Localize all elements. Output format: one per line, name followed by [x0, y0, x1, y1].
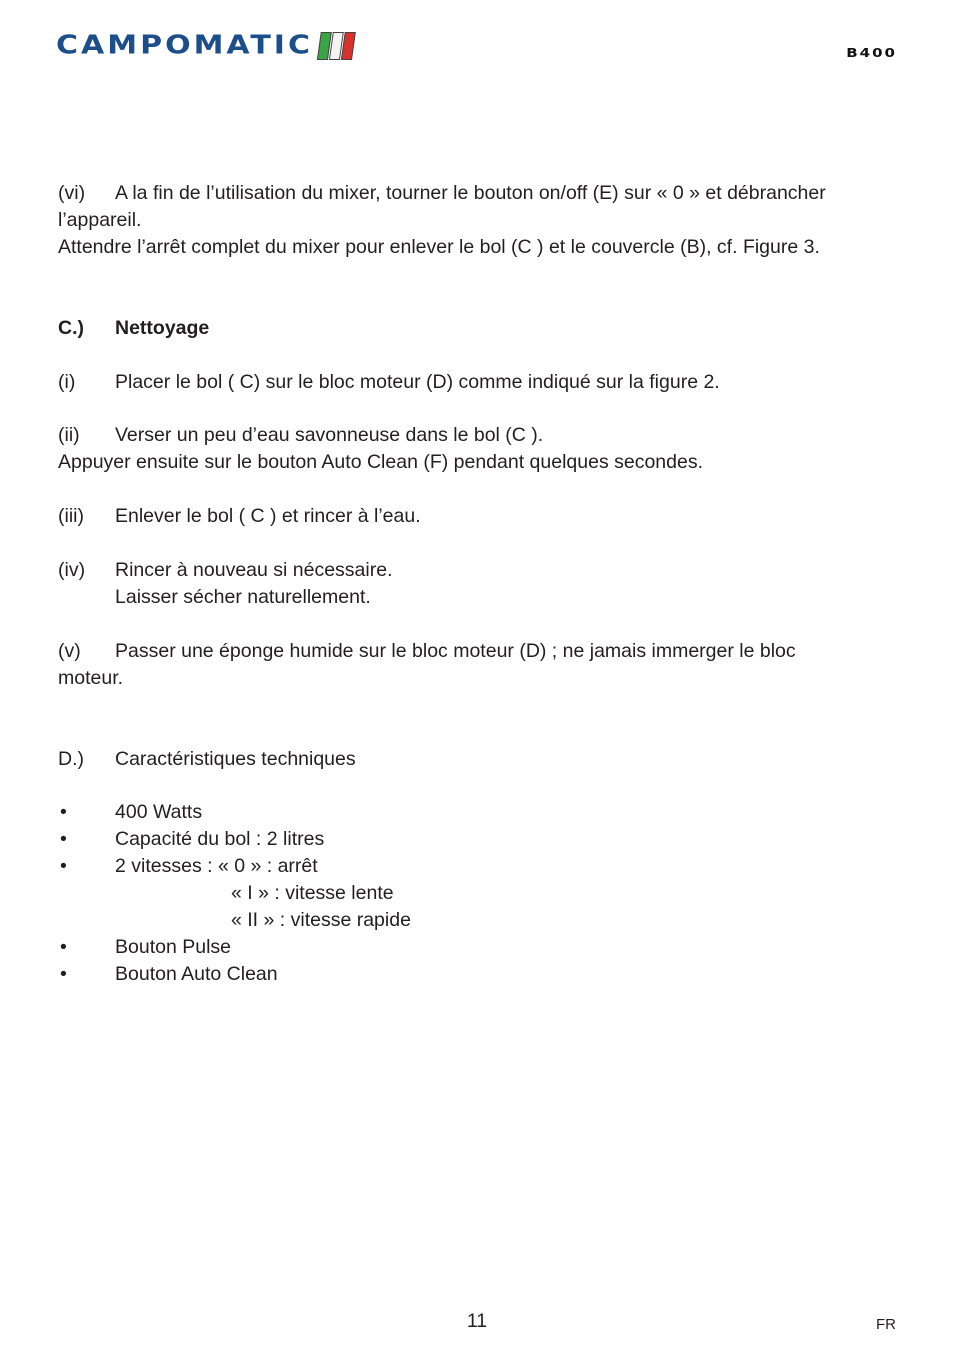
bullet-icon: • [60, 936, 67, 958]
spec-item: 400 Watts [115, 801, 203, 823]
step-iv-text: Rincer à nouveau si nécessaire. [115, 559, 393, 581]
spec-item: Bouton Auto Clean [115, 963, 278, 985]
speed-line: « II » : vitesse rapide [231, 909, 411, 931]
page-number: 11 [466, 1310, 488, 1332]
step-ii-number: (ii) [58, 424, 80, 446]
step-vi-text: A la fin de l’utilisation du mixer, tourner le bouton on/off (E) sur « 0 » et débrancher [115, 182, 826, 204]
step-vi-text-cont: l’appareil. [58, 209, 142, 231]
bullet-icon: • [60, 963, 67, 985]
step-i-number: (i) [58, 371, 76, 393]
spec-item: Bouton Pulse [115, 936, 232, 958]
brand-name: CAMPOMATIC [56, 30, 313, 60]
step-iii-number: (iii) [58, 505, 84, 527]
section-c-number: C.) [58, 317, 84, 339]
bullet-icon: • [60, 801, 67, 823]
step-iv-number: (iv) [58, 559, 86, 581]
step-vi-text-cont: Attendre l’arrêt complet du mixer pour enlever le bol (C ) et le couvercle (B), cf. Figure 3. [58, 236, 820, 258]
step-i-text: Placer le bol ( C) sur le bloc moteur (D) comme indiqué sur la figure 2. [115, 371, 720, 393]
step-ii-text: Verser un peu d’eau savonneuse dans le bol (C ). [115, 424, 544, 446]
brand-logo [56, 28, 355, 62]
section-d-title: Caractéristiques techniques [115, 748, 356, 770]
bullet-icon: • [60, 855, 67, 877]
step-vi-number: (vi) [58, 182, 86, 204]
section-c-title: Nettoyage [115, 317, 210, 339]
spec-item: Capacité du bol : 2 litres [115, 828, 325, 850]
step-iii-text: Enlever le bol ( C ) et rincer à l’eau. [115, 505, 421, 527]
model-number: B400 [846, 45, 897, 61]
step-iv-text-cont: Laisser sécher naturellement. [115, 586, 371, 608]
speed-line: « I » : vitesse lente [231, 882, 394, 904]
bullet-icon: • [60, 828, 67, 850]
step-v-number: (v) [58, 640, 81, 662]
step-ii-text-cont: Appuyer ensuite sur le bouton Auto Clean (F) pendant quelques secondes. [58, 451, 704, 473]
language-label: FR [876, 1316, 896, 1333]
step-v-text-cont: moteur. [58, 667, 124, 689]
step-v-text: Passer une éponge humide sur le bloc moteur (D) ; ne jamais immerger le bloc [115, 640, 796, 662]
section-d-number: D.) [58, 748, 84, 770]
italian-flag-icon [317, 32, 357, 58]
spec-item: 2 vitesses : « 0 » : arrêt [115, 855, 318, 877]
